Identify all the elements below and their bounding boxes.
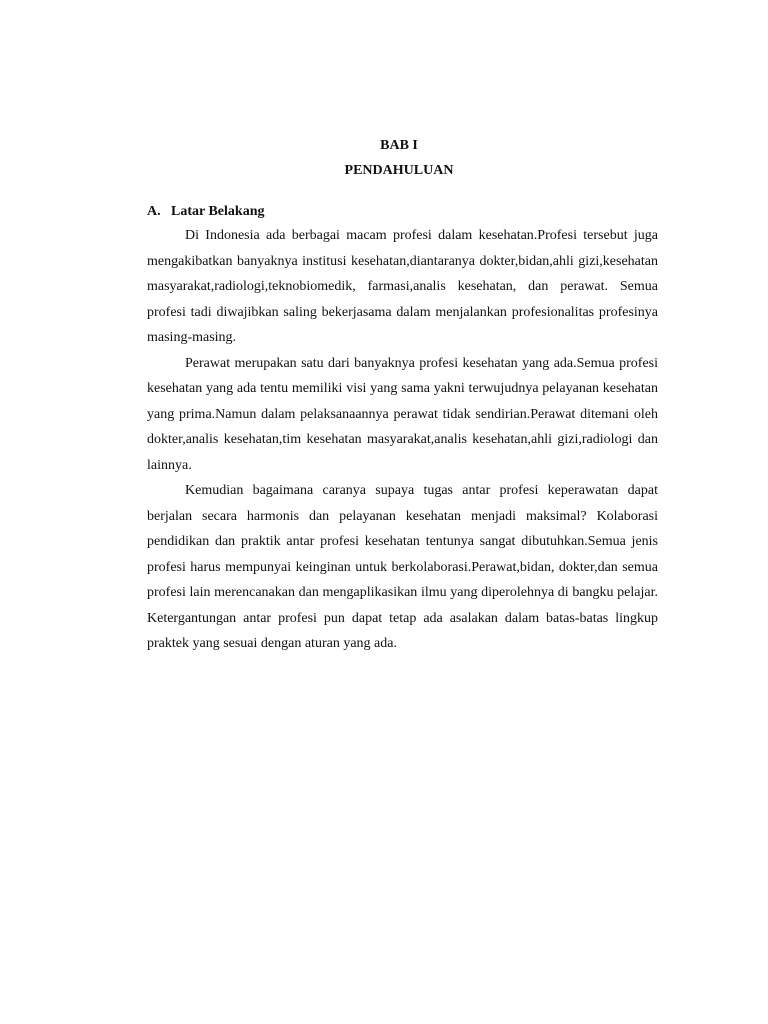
paragraph-3: Kemudian bagaimana caranya supaya tugas antar profesi keperawatan dapat berjalan secara harmonis dan pelayanan kesehatan menjadi maksimal? Kolaborasi pendidikan dan praktik antar profesi kesehatan tentunya sangat dibutuhkan.Semua jenis profesi harus mempunyai keinginan untuk berkolaborasi.Perawat,bidan, dokter,dan semua profesi lain merencanakan dan mengaplikasikan ilmu yang diperolehnya di bangku pelajar. Ketergantungan antar profesi pun dapat tetap ada asalakan dalam batas-batas lingkup praktek yang sesuai dengan aturan yang ada. [147, 483, 658, 651]
section-letter: A. [147, 204, 161, 219]
section-heading [147, 204, 264, 220]
paragraph-2: Perawat merupakan satu dari banyaknya profesi kesehatan yang ada.Semua profesi kesehatan yang ada tentu memiliki visi yang sama yakni terwujudnya pelayanan kesehatan yang prima.Namun dalam pelaksanaannya perawat tidak sendirian.Perawat ditemani oleh dokter,analis kesehatan,tim kesehatan masyarakat,analis kesehatan,ahli gizi,radiologi dan lainnya. [147, 355, 658, 473]
chapter-title: PENDAHULUAN [344, 163, 454, 178]
body-text [147, 223, 658, 657]
section-title: Latar Belakang [171, 204, 265, 219]
paragraph-1: Di Indonesia ada berbagai macam profesi dalam kesehatan.Profesi tersebut juga mengakibatkan banyaknya institusi kesehatan,diantaranya dokter,bidan,ahli gizi,kesehatan masyarakat,radiologi,teknobiomedik, farmasi,analis kesehatan, dan perawat. Semua profesi tadi diwajibkan saling bekerjasama dalam menjalankan profesionalitas profesinya masing-masing. [147, 228, 658, 345]
chapter-number: BAB I [380, 138, 418, 153]
